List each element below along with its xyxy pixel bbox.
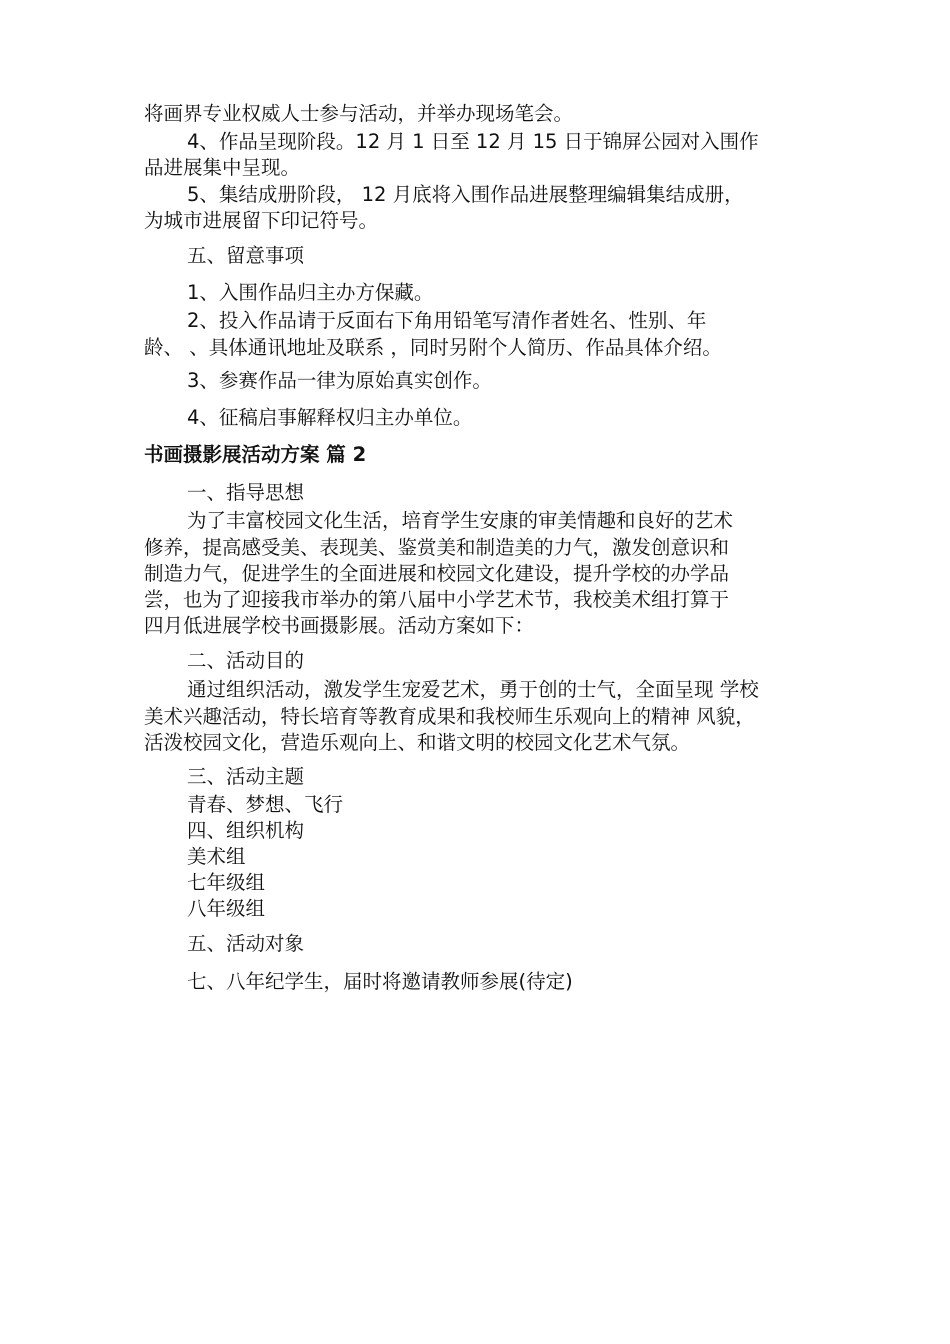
text-line: 美术组: [187, 845, 246, 868]
text-line: 美术兴趣活动，特长培育等教育成果和我校师生乐观向上的精神 风貌，: [144, 705, 755, 728]
text-line: 将画界专业权威人士参与活动，并举办现场笔会。: [144, 102, 574, 125]
text-line: 龄、 、具体通讯地址及联系 ，同时另附个人简历、作品具体介绍。: [144, 336, 722, 359]
text-line: 活泼校园文化，营造乐观向上、和谐文明的校园文化艺术气氛。: [144, 731, 691, 754]
section-heading: 三、活动主题: [187, 765, 305, 788]
section-heading: 一、指导思想: [187, 481, 305, 504]
text-line: 尝，也为了迎接我市举办的第八届中小学艺术节，我校美术组打算于: [144, 588, 730, 611]
article-heading: 书画摄影展活动方案 篇 2: [144, 443, 367, 466]
text-line: 青春、梦想、飞行: [187, 793, 344, 816]
text-line: 为城市进展留下印记符号。: [144, 209, 379, 232]
section-heading: 二、活动目的: [187, 649, 305, 672]
text-line: 通过组织活动，激发学生宠爱艺术，勇于创的士气，全面呈现 学校: [187, 678, 759, 701]
text-line: 4、征稿启事解释权归主办单位。: [187, 406, 473, 429]
text-line: 八年级组: [187, 897, 266, 920]
text-line: 3、参赛作品一律为原始真实创作。: [187, 369, 492, 392]
text-line: 为了丰富校园文化生活，培育学生安康的审美情趣和良好的艺术: [187, 509, 734, 532]
text-line: 1、入围作品归主办方保藏。: [187, 281, 434, 304]
text-line: 七、八年纪学生，届时将邀请教师参展(待定): [187, 970, 573, 993]
text-line: 4、作品呈现阶段。12 月 1 日至 12 月 15 日于锦屏公园对入围作: [187, 130, 759, 153]
text-line: 品进展集中呈现。: [144, 156, 301, 179]
section-heading: 五、活动对象: [187, 932, 305, 955]
text-line: 七年级组: [187, 871, 266, 894]
text-line: 修养，提高感受美、表现美、鉴赏美和制造美的力气，激发创意识和: [144, 536, 730, 559]
text-line: 2、投入作品请于反面右下角用铅笔写清作者姓名、性别、年: [187, 309, 707, 332]
text-line: 5、集结成册阶段， 12 月底将入围作品进展整理编辑集结成册，: [187, 183, 744, 206]
section-heading: 四、组织机构: [187, 819, 305, 842]
text-line: 四月低进展学校书画摄影展。活动方案如下：: [144, 614, 535, 637]
section-heading: 五、留意事项: [187, 244, 305, 267]
text-line: 制造力气，促进学生的全面进展和校园文化建设，提升学校的办学品: [144, 562, 730, 585]
